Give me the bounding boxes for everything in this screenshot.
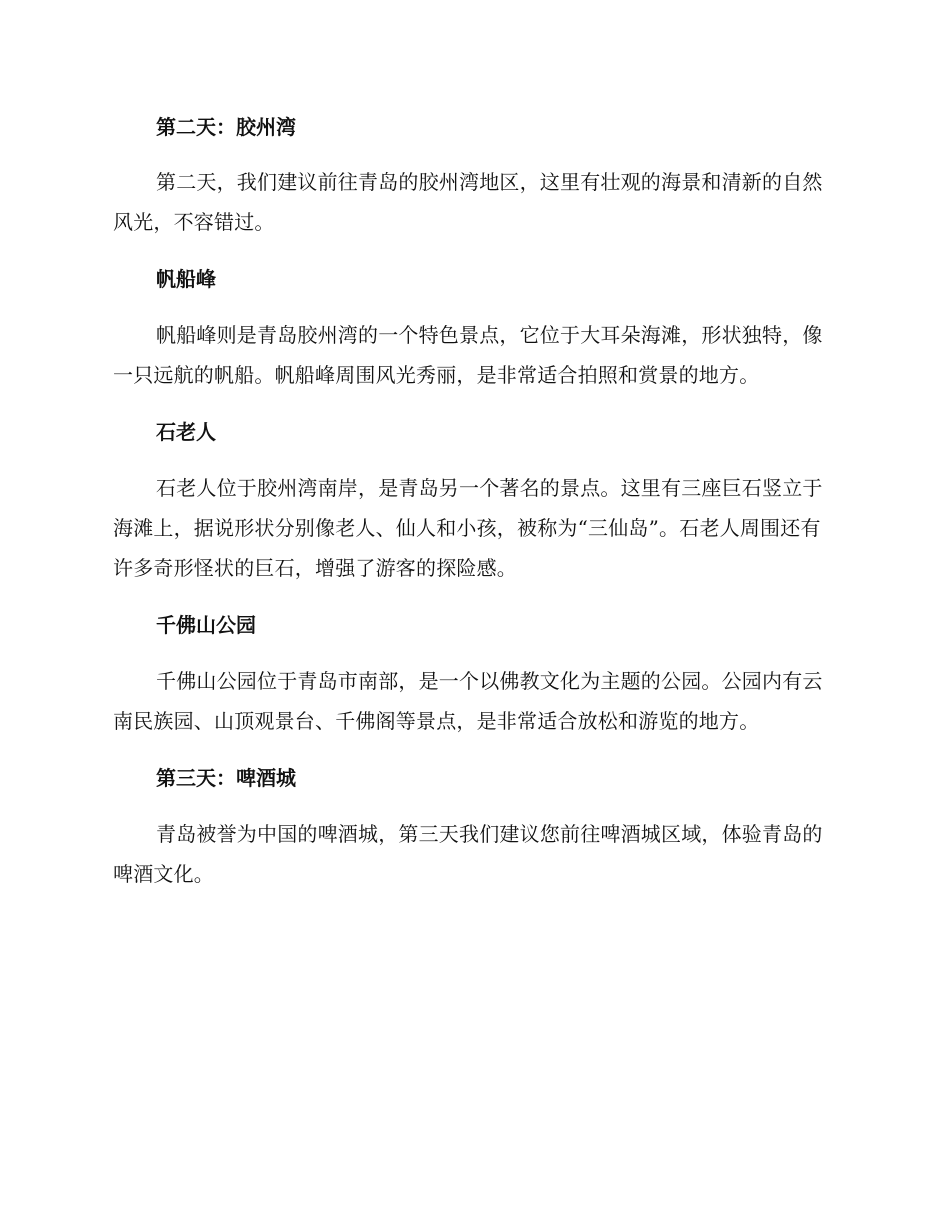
section-heading-day-three: 第三天：啤酒城 — [156, 766, 296, 790]
document-body — [113, 108, 833, 894]
section-paragraph-qianfo-park: 千佛山公园位于青岛市南部，是一个以佛教文化为主题的公园。公园内有云南民族园、山顶观景台、千佛阁等景点，是非常适合放松和游览的地方。 — [113, 669, 823, 733]
section-paragraph-stone-old-man: 石老人位于胶州湾南岸，是青岛另一个著名的景点。这里有三座巨石竖立于海滩上，据说形状分别像老人、仙人和小孩，被称为“三仙岛”。石老人周围还有许多奇形怪状的巨石，增强了游客的探险感。 — [113, 476, 823, 580]
section-heading-stone-old-man: 石老人 — [156, 420, 216, 444]
section-heading-sail-peak: 帆船峰 — [156, 267, 216, 291]
section-paragraph-day-two: 第二天，我们建议前往青岛的胶州湾地区，这里有壮观的海景和清新的自然风光，不容错过。 — [113, 170, 823, 234]
section-heading-day-two: 第二天：胶州湾 — [156, 115, 296, 139]
section-paragraph-sail-peak: 帆船峰则是青岛胶州湾的一个特色景点，它位于大耳朵海滩，形状独特，像一只远航的帆船。帆船峰周围风光秀丽，是非常适合拍照和赏景的地方。 — [113, 323, 823, 387]
section-heading-qianfo-park: 千佛山公园 — [156, 613, 256, 637]
section-paragraph-day-three: 青岛被誉为中国的啤酒城，第三天我们建议您前往啤酒城区域，体验青岛的啤酒文化。 — [113, 822, 823, 886]
